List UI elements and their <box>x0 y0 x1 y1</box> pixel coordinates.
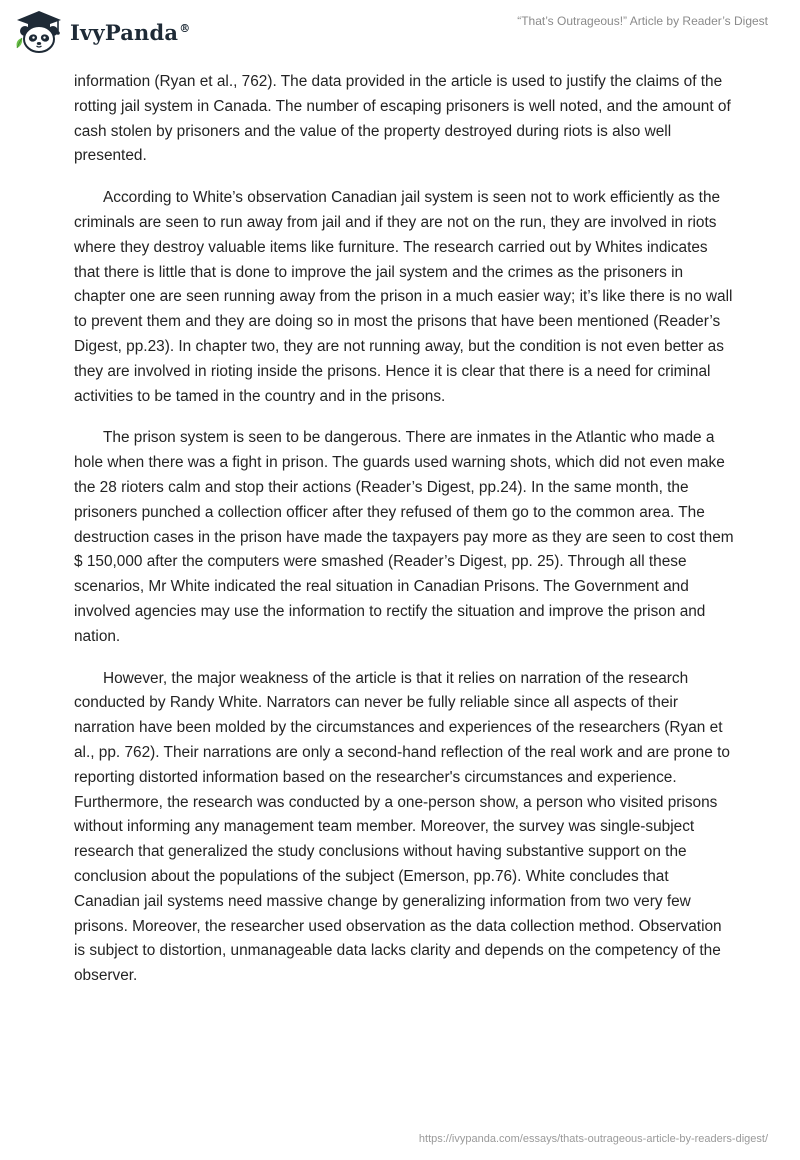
brand-name <box>70 20 190 45</box>
document-title: “That’s Outrageous!” Article by Reader’s Digest <box>517 14 768 28</box>
paragraph-2: According to White’s observation Canadian jail system is seen not to work efficiently as the criminals are seen to run away from jail and if they are not on the run, they are involved in riots where they destroy valuable items like furniture. The research carried out by Whites indicates that there is little that is done to improve the jail system and the crimes as the prisoners in chapter one are seen running away from the prison in a much easier way; it’s like there is no wall to prevent them and they are doing so in most the prisons that have been mentioned (Reader’s Digest, pp.23). In chapter two, they are not running away, but the condition is not even better as they are involved in rioting inside the prisons. Hence it is clear that there is a need for criminal activities to be tamed in the country and in the prisons. <box>74 189 733 405</box>
registered-mark: ® <box>179 21 191 35</box>
source-url[interactable]: https://ivypanda.com/essays/thats-outrageous-article-by-readers-digest/ <box>418 1133 768 1145</box>
brand-name-text: IvyPanda <box>70 19 179 45</box>
ivypanda-logo[interactable] <box>14 10 190 54</box>
paragraph-1: information (Ryan et al., 762). The data provided in the article is used to justify the claims of the rotting jail system in Canada. The number of escaping prisoners is well noted, and the amount of cash stolen by prisoners and the value of the property destroyed during riots is also well presented. <box>74 73 731 165</box>
paragraph-3: The prison system is seen to be dangerous. There are inmates in the Atlantic who made a hole when there was a fight in prison. The guards used warning shots, which did not even make the 28 rioters calm and stop their actions (Reader’s Digest, pp.24). In the same month, the prisoners punched a collection officer after they refused of them go to the common area. The destruction cases in the prison have made the taxpayers pay more as they are seen to cost them $ 150,000 after the computers were smashed (Reader’s Digest, pp. 25). Through all these scenarios, Mr White indicated the real situation in Canadian Prisons. The Government and involved agencies may use the information to rectify the situation and improve the prison and nation. <box>74 429 734 645</box>
page-header <box>0 0 800 62</box>
paragraph-4: However, the major weakness of the article is that it relies on narration of the research conducted by Randy White. Narrators can never be fully reliable since all aspects of their narration have been molded by the circumstances and experiences of the researchers (Ryan et al., pp. 762). Their narrations are only a second-hand reflection of the real work and are prone to reporting distorted information based on the researcher's circumstances and experience. Furthermore, the research was conducted by a one-person show, a person who visited prisons without informing any management team member. Moreover, the survey was single-subject research that generalized the study conclusions without having substantive support on the conclusion about the populations of the subject (Emerson, pp.76). White concludes that Canadian jail systems need massive change by generalizing information from two very few prisons. Moreover, the researcher used observation as the data collection method. Observation is subject to distortion, unmanageable data lacks clarity and depends on the competency of the observer. <box>74 669 730 985</box>
panda-graduate-logo-icon <box>14 10 64 54</box>
essay-body <box>74 70 734 1006</box>
